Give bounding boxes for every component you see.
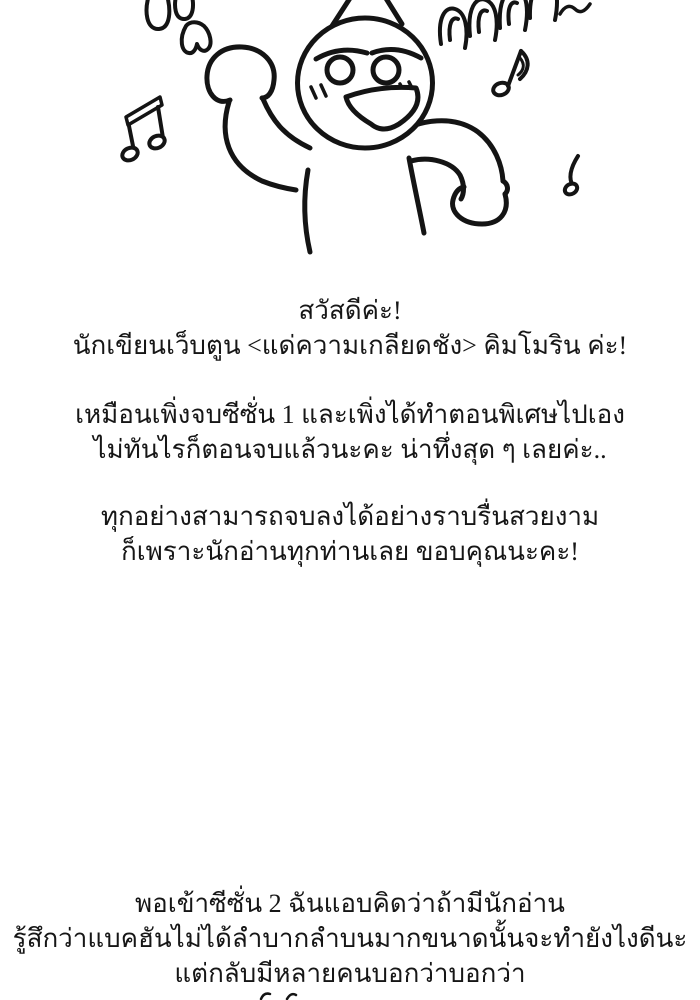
greeting-line-1: สวัสดีค่ะ!: [298, 296, 402, 325]
cheer-scribble-left: [147, 0, 211, 53]
character-head: [298, 18, 433, 148]
season2-line-1: พอเข้าซีซั่น 2 ฉันแอบคิดว่าถ้ามีนักอ่าน: [135, 889, 565, 918]
clipped-next-line-mark: [255, 991, 325, 1000]
season1-line-2: ไม่ทันไรก็ตอนจบแล้วนะคะ น่าทึ่งสุด ๆ เลยค่ะ..: [93, 435, 607, 464]
greeting-line-2: นักเขียนเว็บตูน <แด่ความเกลียดชัง> คิมโมริน ค่ะ!: [72, 331, 628, 360]
season2-line-3: แต่กลับมีหลายคนบอกว่าบอกว่า: [174, 959, 526, 988]
paragraph-season2: [0, 886, 700, 991]
bent-arm-fist: [409, 158, 507, 233]
character-illustration: [0, 0, 700, 270]
paragraph-thanks: [0, 499, 700, 569]
cheer-scribble-right: [440, 0, 590, 48]
torso-line: [305, 170, 310, 252]
eighth-note-icon: [491, 51, 527, 97]
paragraph-season1: [0, 397, 700, 467]
raised-arm: [225, 99, 310, 190]
thanks-line-1: ทุกอย่างสามารถจบลงได้อย่างราบรื่นสวยงาม: [100, 502, 600, 531]
small-note-icon: [563, 156, 579, 197]
season1-line-1: เหมือนเพิ่งจบซีซั่น 1 และเพิ่งได้ทำตอนพิเศษไปเอง: [75, 400, 625, 429]
paragraph-greeting: [0, 293, 700, 363]
season2-line-2: รู้สึกว่าแบคฮันไม่ได้ลำบากลำบนมากขนาดนั้นจะทำยังไงดีนะ: [12, 924, 688, 953]
beamed-music-note-icon: [120, 97, 167, 163]
raised-fist: [207, 47, 274, 101]
thanks-line-2: ก็เพราะนักอ่านทุกท่านเลย ขอบคุณนะคะ!: [121, 537, 579, 566]
